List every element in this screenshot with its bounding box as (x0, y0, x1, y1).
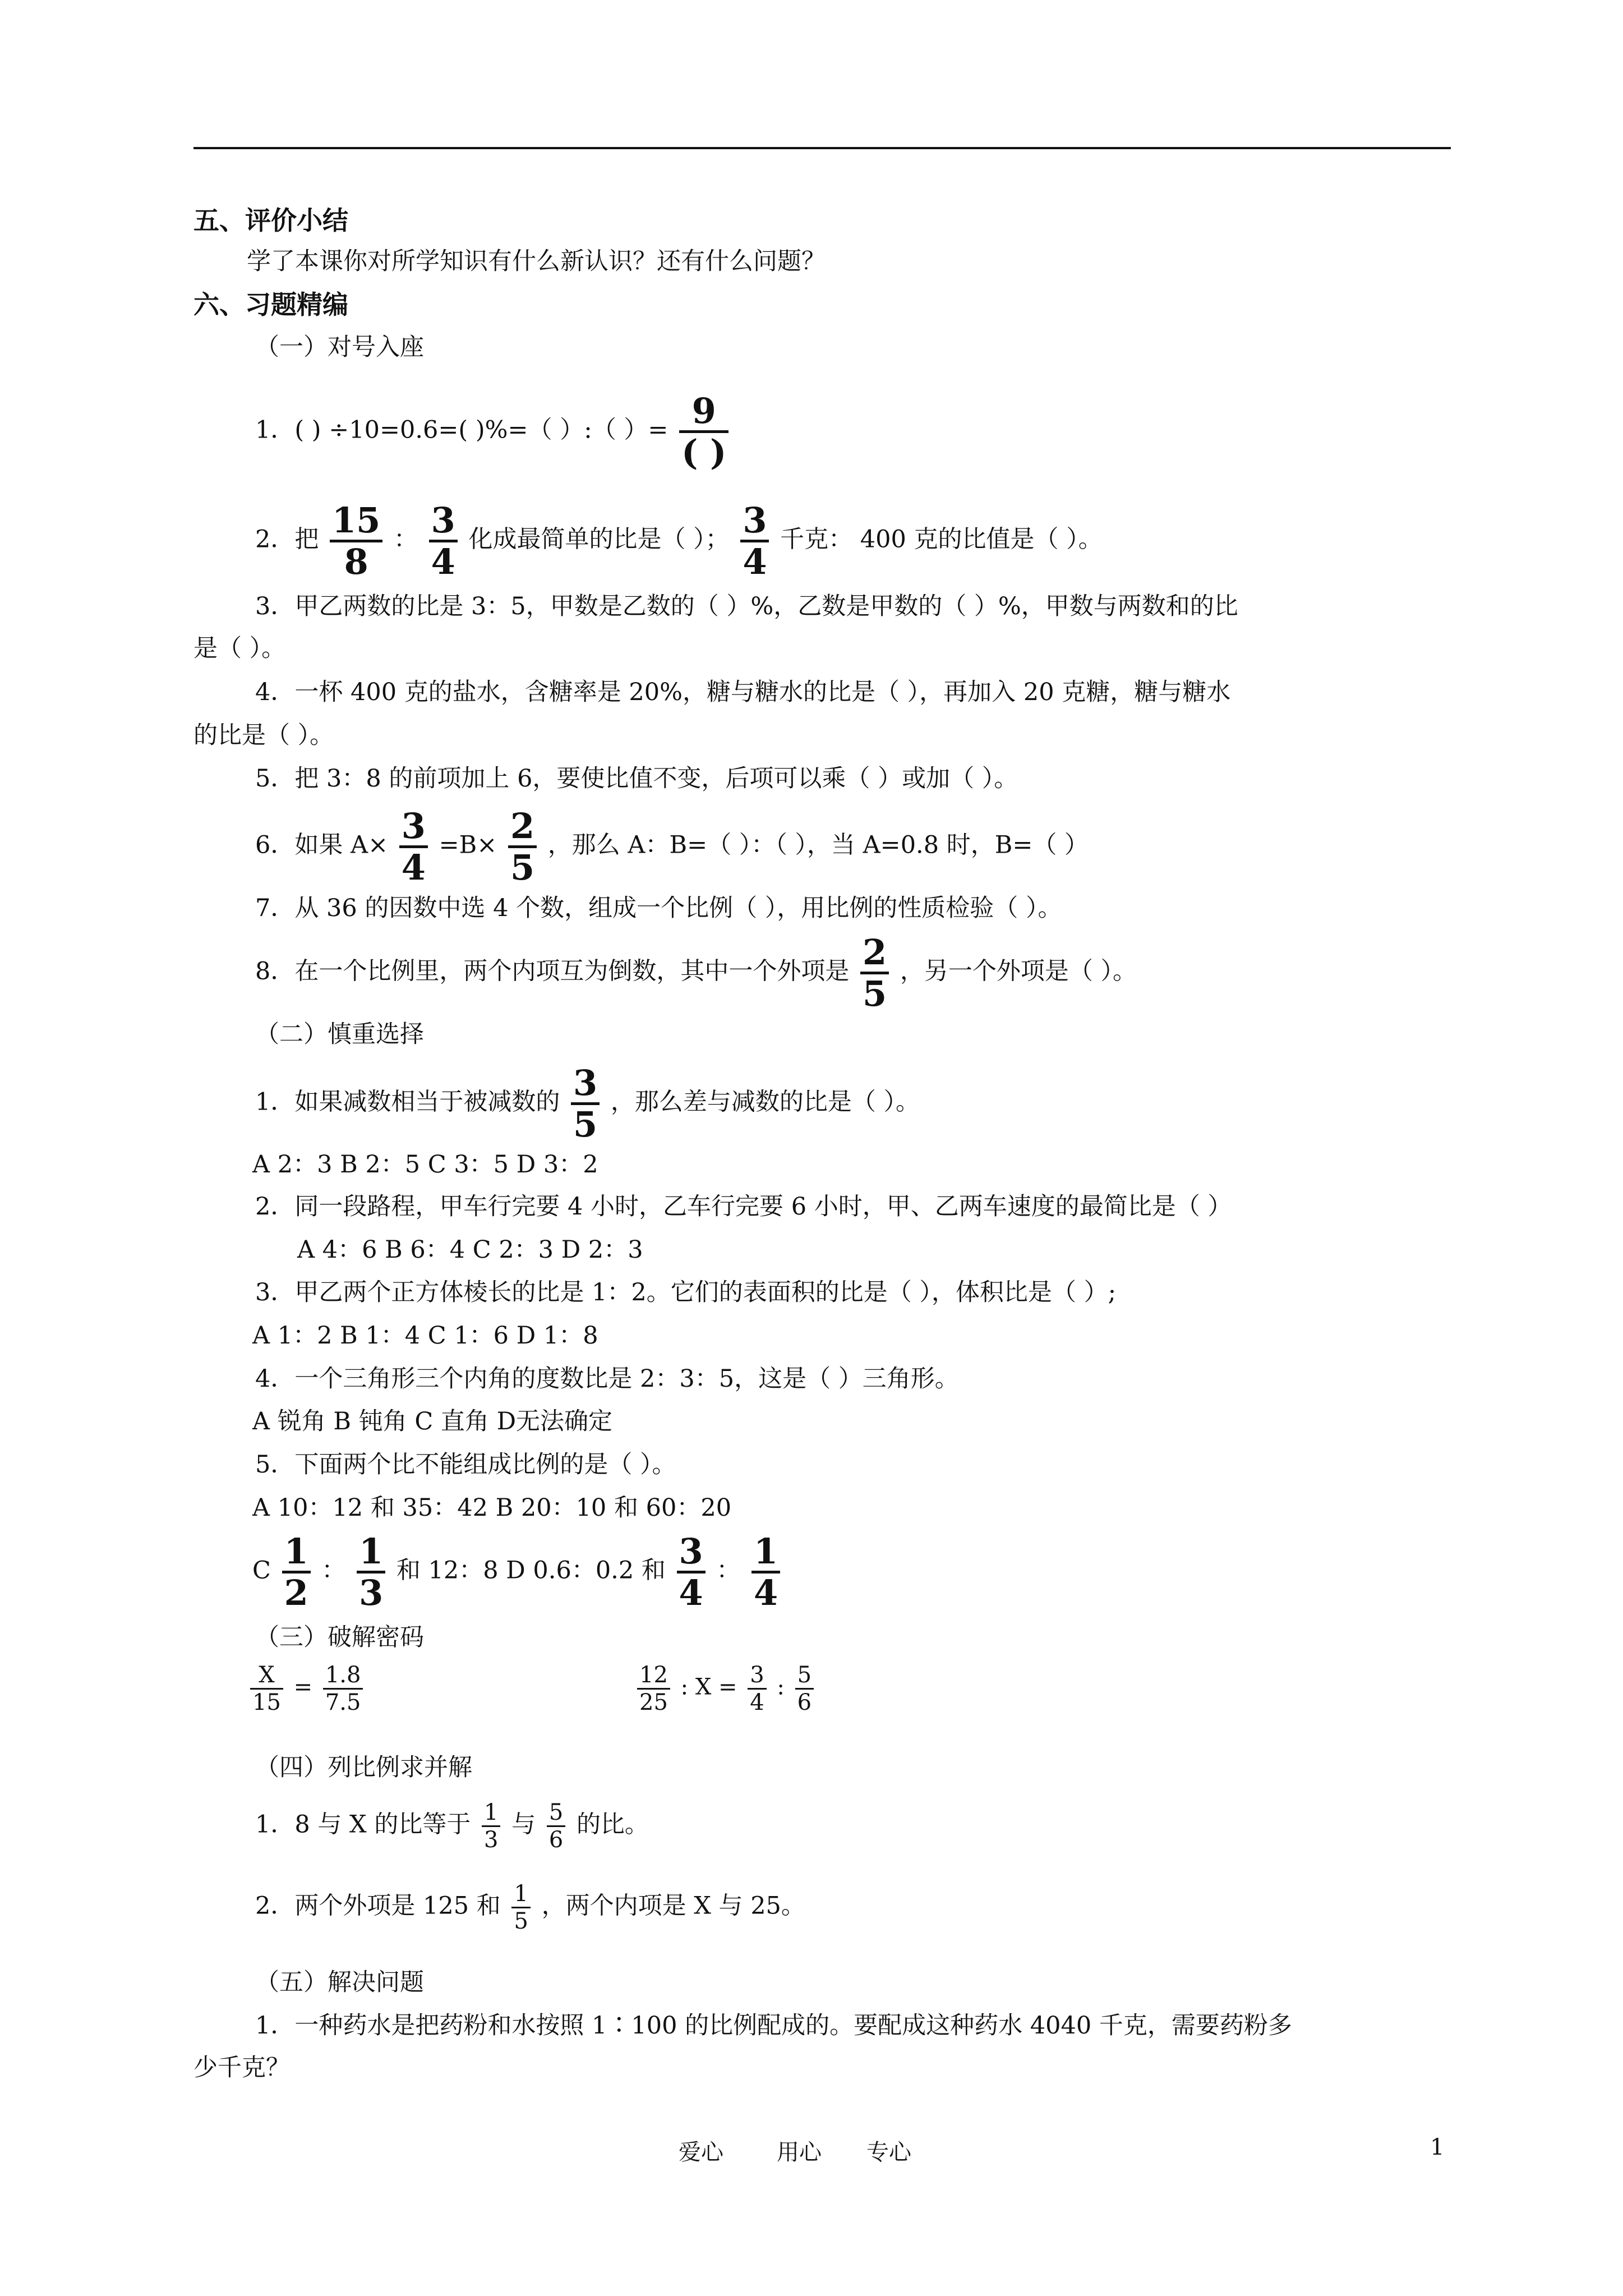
part1-title: （一）对号入座 (255, 333, 424, 361)
footer-word-2: 用心 (777, 2139, 822, 2165)
p2-q5-c-sep: ： (321, 1556, 346, 1585)
p1-q2-d: 千克： 400 克的比值是（ ）。 (780, 525, 1103, 554)
fraction-numerator: 3 (750, 1662, 764, 1688)
fraction-denominator: 4 (743, 541, 767, 583)
p1-q2-c: 化成最简单的比是（ ）； (468, 525, 730, 554)
fraction-numerator: 1 (359, 1531, 384, 1572)
footer-word-3: 专心 (866, 2139, 911, 2165)
p1-q1-text: 1．( ) ÷10=0.6=( )%=（ ）:（ ）= (255, 416, 668, 444)
p2-q5: 5．下面两个比不能组成比例的是（ ）。 (255, 1451, 676, 1479)
p2-q1 (255, 1062, 920, 1145)
p1-q6-c: ，那么 A：B=（ ）：（ ），当 A=0.8 时，B=（ ） (547, 831, 1089, 859)
p2-q3-options: A 1：2 B 1：4 C 1：6 D 1：8 (252, 1322, 598, 1350)
fraction-numerator: X (259, 1662, 275, 1688)
fraction-numerator: 1 (754, 1531, 778, 1572)
p3-e2-fraction-3 (795, 1663, 814, 1714)
fraction-numerator: 2 (863, 932, 887, 973)
fraction-numerator: 3 (743, 500, 767, 541)
fraction-denominator: 2 (284, 1572, 308, 1614)
p4-q2-a: 2．两个外项是 125 和 (255, 1892, 501, 1920)
fraction-numerator: 5 (797, 1662, 812, 1688)
fraction-denominator: 6 (797, 1690, 812, 1715)
p1-q2-b: ： (393, 525, 418, 554)
fraction-denominator: 5 (863, 973, 887, 1015)
fraction-denominator: ( ) (681, 432, 727, 473)
p4-q1-fraction-2 (547, 1801, 565, 1852)
p1-q6-fraction-2 (508, 806, 537, 889)
p2-q5-d-fraction-1 (677, 1531, 706, 1614)
footer-word-1: 爱心 (679, 2139, 723, 2165)
p1-q6-b: =B× (439, 831, 497, 859)
fraction-denominator: 15 (252, 1690, 281, 1715)
p3-e1-fraction-2 (323, 1663, 363, 1714)
fraction-denominator: 5 (514, 1908, 528, 1934)
fraction-numerator: 9 (691, 390, 716, 431)
p2-q1-b: ，那么差与减数的比是（ ）。 (610, 1088, 920, 1116)
p1-q8-b: ，另一个外项是（ ）。 (900, 957, 1137, 986)
p1-q6-fraction-1 (399, 806, 428, 889)
fraction-denominator: 7.5 (325, 1690, 361, 1715)
p4-q1 (255, 1801, 649, 1852)
p2-q5-c-fraction-2 (357, 1531, 385, 1614)
p1-q2-fraction-2 (429, 500, 458, 583)
fraction-numerator: 3 (573, 1062, 598, 1103)
p3-equation-1 (247, 1663, 366, 1714)
p3-e1-eq: = (293, 1674, 313, 1700)
p1-q8-fraction (860, 932, 889, 1015)
p2-q5-options-cd (252, 1531, 783, 1614)
page-number: 1 (1430, 2134, 1445, 2160)
p2-q1-options: A 2：3 B 2：5 C 3：5 D 3：2 (252, 1151, 598, 1179)
p4-q1-b: 与 (511, 1810, 536, 1839)
p2-q5-d-fraction-2 (751, 1531, 780, 1614)
fraction-numerator: 15 (332, 500, 381, 541)
fraction-numerator: 3 (679, 1531, 703, 1572)
fraction-denominator: 3 (484, 1827, 499, 1853)
p5-q1-line1: 1．一种药水是把药粉和水按照 1∶100 的比例配成的。要配成这种药水 4040 千克，需要药粉多 (255, 2012, 1292, 2040)
fraction-denominator: 4 (750, 1690, 764, 1715)
p2-q5-d-sep: ： (716, 1556, 741, 1585)
p2-q4-options: A 锐角 B 钝角 C 直角 D无法确定 (252, 1407, 613, 1435)
fraction-denominator: 6 (548, 1827, 564, 1853)
p1-q8-a: 8．在一个比例里，两个内项互为倒数，其中一个外项是 (255, 957, 850, 986)
fraction-denominator: 5 (510, 847, 535, 889)
fraction-denominator: 4 (401, 847, 426, 889)
p4-q1-c: 的比。 (576, 1810, 649, 1839)
part3-title: （三）破解密码 (255, 1623, 424, 1651)
fraction-denominator: 25 (639, 1690, 668, 1715)
header-rule (193, 147, 1451, 149)
fraction-numerator: 1 (484, 1800, 499, 1825)
p1-q1-fraction (679, 390, 728, 473)
p2-q5-c-fraction-1 (282, 1531, 311, 1614)
p1-q4-line2: 的比是（ ）。 (193, 721, 334, 749)
fraction-numerator: 3 (401, 806, 426, 846)
p1-q3-line1: 3．甲乙两数的比是 3：5，甲数是乙数的（ ）%，乙数是甲数的（ ）%，甲数与两数和的比 (255, 592, 1238, 620)
section-title-6: 六、习题精编 (193, 289, 348, 320)
p3-e2-colon: : (777, 1674, 785, 1700)
p1-q6-a: 6．如果 A× (255, 831, 389, 859)
p1-q2 (255, 500, 1103, 583)
p3-e2-fraction-1 (637, 1663, 670, 1714)
p3-e2-fraction-2 (748, 1663, 766, 1714)
fraction-numerator: 1.8 (325, 1662, 361, 1688)
fraction-numerator: 1 (284, 1531, 308, 1572)
fraction-denominator: 4 (431, 541, 455, 583)
fraction-numerator: 12 (639, 1662, 668, 1688)
p5-q1-line2: 少千克？ (193, 2054, 290, 2082)
p2-q4: 4．一个三角形三个内角的度数比是 2：3：5，这是（ ）三角形。 (255, 1365, 959, 1393)
p1-q4-line1: 4．一杯 400 克的盐水，含糖率是 20%，糖与糖水的比是（ ），再加入 20 克糖，糖与糖水 (255, 678, 1231, 706)
section-title-5: 五、评价小结 (193, 205, 348, 236)
p2-q5-c-label: C (252, 1556, 271, 1585)
fraction-denominator: 3 (359, 1572, 384, 1614)
p2-q5-c-rest: 和 12：8 D 0.6：0.2 和 (396, 1556, 666, 1585)
p1-q8 (255, 932, 1137, 1015)
p2-q1-fraction (571, 1062, 600, 1145)
part4-title: （四）列比例求并解 (255, 1754, 472, 1782)
part5-title: （五）解决问题 (255, 1968, 424, 1996)
p4-q1-a: 1．8 与 X 的比等于 (255, 1810, 471, 1839)
p2-q1-a: 1．如果减数相当于被减数的 (255, 1088, 560, 1116)
p1-q7: 7．从 36 的因数中选 4 个数，组成一个比例（ ），用比例的性质检验（ ）。 (255, 894, 1062, 922)
p1-q6 (255, 806, 1089, 889)
p1-q3-line2: 是（ ）。 (193, 634, 286, 662)
fraction-denominator: 4 (754, 1572, 778, 1614)
p1-q2-fraction-3 (740, 500, 769, 583)
fraction-denominator: 4 (679, 1572, 703, 1614)
p2-q2: 2．同一段路程，甲车行完要 4 小时，乙车行完要 6 小时，甲、乙两车速度的最简比是（ ） (255, 1193, 1232, 1221)
fraction-numerator: 5 (548, 1800, 564, 1825)
part2-title: （二）慎重选择 (255, 1020, 424, 1048)
p2-q3: 3．甲乙两个正方体棱长的比是 1：2。它们的表面积的比是（ ），体积比是（ ）; (255, 1278, 1117, 1306)
fraction-denominator: 8 (344, 541, 368, 583)
p1-q1 (255, 390, 732, 473)
fraction-numerator: 2 (510, 806, 535, 846)
p3-e2-mid: : X = (680, 1674, 737, 1700)
p4-q2-b: ，两个内项是 X 与 25。 (541, 1892, 805, 1920)
p1-q2-a: 2．把 (255, 525, 319, 554)
p4-q2-fraction (511, 1882, 530, 1933)
section-5-text: 学了本课你对所学知识有什么新认识？还有什么问题？ (247, 247, 826, 275)
p1-q2-fraction-1 (330, 500, 382, 583)
p3-e1-fraction-1 (250, 1663, 283, 1714)
fraction-denominator: 5 (573, 1104, 598, 1145)
fraction-numerator: 3 (431, 500, 455, 541)
fraction-numerator: 1 (514, 1881, 528, 1907)
p2-q5-options-ab: A 10：12 和 35：42 B 20：10 和 60：20 (252, 1494, 732, 1522)
p2-q2-options: A 4：6 B 6：4 C 2：3 D 2：3 (297, 1236, 643, 1264)
p3-equation-2 (634, 1663, 817, 1714)
p1-q5: 5．把 3：8 的前项加上 6，要使比值不变，后项可以乘（ ）或加（ ）。 (255, 765, 1018, 793)
p4-q1-fraction-1 (482, 1801, 500, 1852)
p4-q2 (255, 1882, 805, 1933)
